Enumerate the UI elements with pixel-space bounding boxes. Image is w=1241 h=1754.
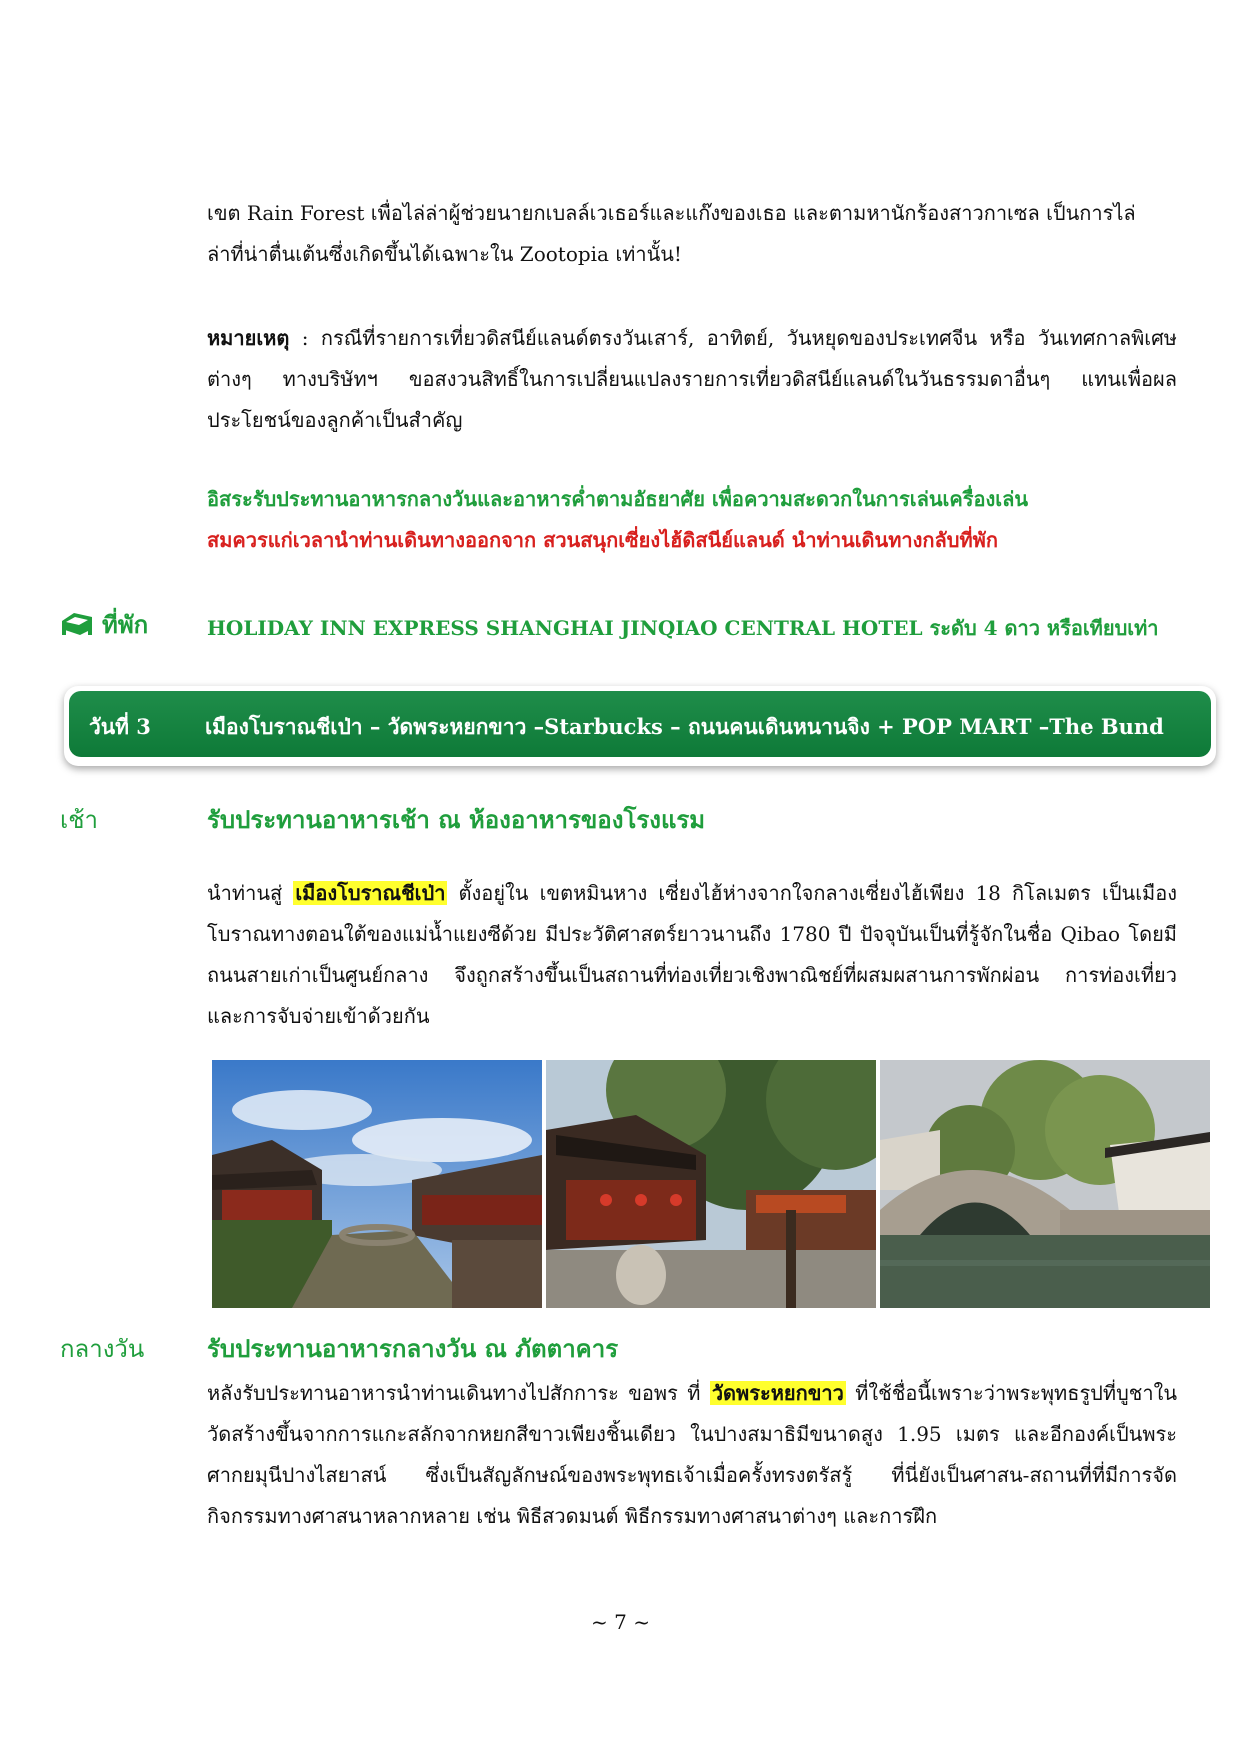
day-title: เมืองโบราณชีเป่า – วัดพระหยกขาว –Starbucks – ถนนคนเดินหนานจิง + POP MART –The Bund xyxy=(205,714,1164,739)
day-banner xyxy=(64,686,1216,766)
day-banner-inner xyxy=(69,691,1211,757)
page-number: ~ 7 ~ xyxy=(591,1610,650,1634)
photo-qibao-bridge xyxy=(880,1060,1210,1308)
temple-text-after: ที่ใช้ชื่อนี้เพราะว่าพระพุทธรูปที่บูชาในวัดสร้างขึ้นจากการแกะสลักจากหยกสีขาวเพียงชิ้นเดียว ในปางสมาธิมีขนาดสูง 1.95 เมตร และอีกองค์เป็นพระศากยมุนีปางไสยาสน์ ซึ่งเป็นสัญลักษณ์ของพระพุทธเจ้าเมื่อครั้งทรงตรัสรู้ ที่นี่ยังเป็นศาสน-สถานที่ที่มีการจัดกิจกรรมทางศาสนาหลากหลาย เช่น พิธีสวดมนต์ พิธีกรรมทางศาสนาต่างๆ และการฝึก xyxy=(207,1381,1178,1528)
breakfast-label: เช้า xyxy=(60,806,98,834)
note-paragraph xyxy=(207,318,1177,441)
breakfast-title: รับประทานอาหารเช้า ณ ห้องอาหารของโรงแรม xyxy=(207,805,706,834)
temple-text-before: หลังรับประทานอาหารนำท่านเดินทางไปสักการะ ขอพร ที่ xyxy=(207,1381,710,1405)
free-meal-note: อิสระรับประทานอาหารกลางวันและอาหารค่ำตามอัธยาศัย เพื่อความสะดวกในการเล่นเครื่องเล่น xyxy=(207,487,1029,511)
qibao-text-before: นำท่านสู่ xyxy=(207,881,294,905)
hotel-label: ที่พัก xyxy=(102,609,149,639)
qibao-text-after: ตั้งอยู่ใน เขตหมินหาง เซี่ยงไฮ้ห่างจากใจกลางเซี่ยงไฮ้เพียง 18 กิโลเมตร เป็นเมืองโบราณทางตอนใต้ของแม่น้ำแยงซีด้วย มีประวัติศาสตร์ยาวนานถึง 1780 ปี ปัจจุบันเป็นที่รู้จักในชื่อ Qibao โดยมีถนนสายเก่าเป็นศูนย์กลาง จึงถูกสร้างขึ้นเป็นสถานที่ท่องเที่ยวเชิงพาณิชย์ที่ผสมผสานการพักผ่อน การท่องเที่ยว และการจับจ่ายเข้าด้วยกัน xyxy=(207,881,1178,1028)
lunch-title: รับประทานอาหารกลางวัน ณ ภัตตาคาร xyxy=(207,1334,619,1363)
photo-qibao-canal xyxy=(212,1060,542,1308)
intro-line-1: เขต Rain Forest เพื่อไล่ล่าผู้ช่วยนายกเบลล์เวเธอร์และแก๊งของเธอ และตามหานักร้องสาวกาเซล เป็นการไล่ xyxy=(207,201,1136,225)
note-label: หมายเหตุ xyxy=(207,326,290,350)
day-number: วันที่ 3 xyxy=(89,714,151,739)
hotel-label-row xyxy=(60,606,148,642)
intro-paragraph xyxy=(207,193,1177,275)
lunch-label: กลางวัน xyxy=(60,1335,145,1363)
bed-icon xyxy=(60,611,94,637)
photo-qibao-street xyxy=(546,1060,876,1308)
qibao-highlight: เมืองโบราณชีเป่า xyxy=(295,881,446,905)
hotel-name: HOLIDAY INN EXPRESS SHANGHAI JINQIAO CENTRAL HOTEL ระดับ 4 ดาว หรือเทียบเท่า xyxy=(207,616,1159,640)
return-note: สมควรแก่เวลานำท่านเดินทางออกจาก สวนสนุกเซี่ยงไฮ้ดิสนีย์แลนด์ นำท่านเดินทางกลับที่พัก xyxy=(207,528,998,552)
qibao-paragraph xyxy=(207,873,1177,1037)
temple-paragraph xyxy=(207,1373,1177,1537)
intro-line-2: ล่าที่น่าตื่นเต้นซึ่งเกิดขึ้นได้เฉพาะใน Zootopia เท่านั้น! xyxy=(207,242,682,266)
temple-highlight: วัดพระหยกขาว xyxy=(711,1381,844,1405)
note-text: : กรณีที่รายการเที่ยวดิสนีย์แลนด์ตรงวันเสาร์, อาทิตย์, วันหยุดของประเทศจีน หรือ วันเทศกาลพิเศษต่างๆ ทางบริษัทฯ ขอสงวนสิทธิ์ในการเปลี่ยนแปลงรายการเที่ยวดิสนีย์แลนด์ในวันธรรมดาอื่นๆ แทนเพื่อผลประโยชน์ของลูกค้าเป็นสำคัญ xyxy=(207,326,1177,432)
